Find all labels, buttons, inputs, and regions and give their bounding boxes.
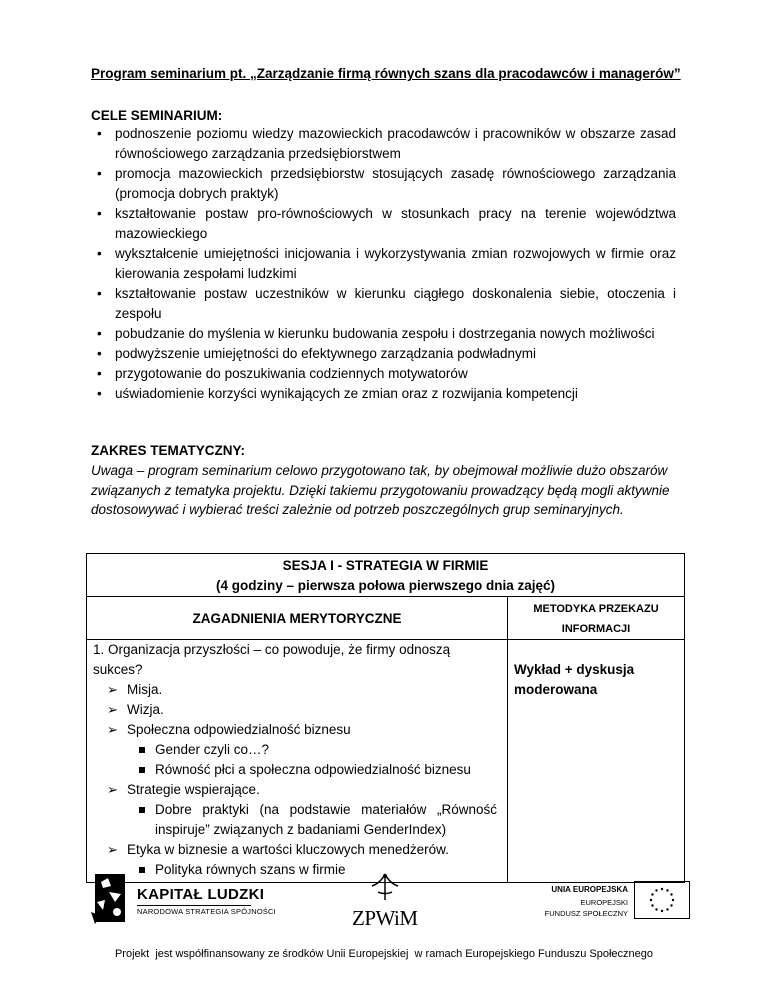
kapital-ludzki-divider: [137, 905, 251, 906]
document-title: Program seminarium pt. „Zarządzanie firmą równych szans dla pracodawców i managerów”: [91, 66, 681, 81]
topic-subitem: Równość płci a społeczna odpowiedzialność biznesu: [93, 760, 501, 780]
topics-cell: [87, 640, 508, 883]
goal-item: • pobudzanie do myślenia w kierunku budowania zespołu i dostrzegania nowych możliwości: [91, 324, 676, 344]
goal-item: • podnoszenie poziomu wiedzy mazowieckich pracodawców i pracowników w obszarze zasad równościowego zarządzania przedsiębiorstwem: [91, 124, 676, 164]
scope-note: Uwaga – program seminarium celowo przygotowano tak, by obejmował możliwie dużo obszarów związanych z tematyka projektu. Dzięki takiemu przygotowaniu prowadzący będą mogli aktywnie dostosowywać i wybierać treści zależnie od potrzeb poszczególnych grup seminaryjnych.: [91, 463, 670, 517]
eu-logo: [540, 881, 690, 931]
eu-line3: FUNDUSZ SPOŁECZNY: [544, 909, 628, 918]
kapital-ludzki-logo: [91, 872, 276, 927]
topic-subitem: Gender czyli co…?: [93, 740, 501, 760]
topic-item: ➢ Wizja.: [93, 700, 501, 720]
goal-item: • promocja mazowieckich przedsiębiorstw stosujących zasadę równościowego zarządzania (promocja dobrych praktyk): [91, 164, 676, 204]
goal-item: • uświadomienie korzyści wynikających ze zmian oraz z rozwijania kompetencji: [91, 384, 676, 404]
zpwim-emblem-icon: [352, 870, 418, 906]
topic-item: ➢ Społeczna odpowiedzialność biznesu: [93, 720, 501, 740]
zpwim-text: ZPWiM: [352, 906, 418, 930]
topic-subitem: Polityka równych szans w firmie: [93, 860, 501, 880]
session-subtitle: (4 godziny – pierwsza połowa pierwszego dnia zajęć): [215, 578, 556, 593]
goal-item: • wykształcenie umiejętności inicjowania i wykorzystywania zmian rozwojowych w firmie oraz kierowania zespołami ludzkimi: [91, 244, 676, 284]
topic-item: ➢ Etyka w biznesie a wartości kluczowych menedżerów.: [93, 840, 501, 860]
column-header-method: [508, 597, 685, 640]
kapital-ludzki-title: KAPITAŁ LUDZKI: [137, 886, 265, 903]
method-line2: moderowana: [514, 682, 598, 697]
method-cell: [508, 640, 685, 883]
session-table: [86, 553, 685, 883]
scope-heading: ZAKRES TEMATYCZNY:: [91, 443, 245, 458]
goals-heading: CELE SEMINARIUM:: [91, 108, 223, 123]
topic-heading: 1. Organizacja przyszłości – co powoduje, że firmy odnoszą sukces?: [93, 642, 451, 677]
goal-item: • podwyższenie umiejętności do efektywnego zarządzania podwładnymi: [91, 344, 676, 364]
session-title: SESJA I - STRATEGIA W FIRMIE: [282, 558, 489, 573]
method-line1: Wykład + dyskusja: [514, 662, 635, 677]
session-header: [87, 554, 685, 597]
eu-flag-icon: [634, 881, 690, 919]
column-header-method-line2: INFORMACJI: [561, 623, 631, 635]
goal-item: • przygotowanie do poszukiwania codziennych motywatorów: [91, 364, 676, 384]
goals-list: [91, 124, 676, 404]
goal-item: • kształtowanie postaw uczestników w kierunku ciągłego doskonalenia siebie, otoczenia i zespołu: [91, 284, 676, 324]
kapital-ludzki-emblem-icon: [91, 872, 133, 927]
column-header-method-line1: METODYKA PRZEKAZU: [533, 603, 659, 615]
eu-line2: EUROPEJSKI: [580, 898, 628, 907]
topic-item: ➢ Misja.: [93, 680, 501, 700]
zpwim-logo: [352, 870, 418, 932]
topic-subitem: Dobre praktyki (na podstawie materiałów „Równość inspiruje” związanych z badaniami GenderIndex): [93, 800, 501, 840]
eu-title: UNIA EUROPEJSKA: [551, 885, 628, 894]
topic-item: ➢ Strategie wspierające.: [93, 780, 501, 800]
kapital-ludzki-subtitle: NARODOWA STRATEGIA SPÓJNOŚCI: [137, 907, 276, 916]
column-header-topics: ZAGADNIENIA MERYTORYCZNE: [87, 597, 508, 640]
footer-note: Projekt jest współfinansowany ze środków Unii Europejskiej w ramach Europejskiego Funduszu Społecznego: [114, 948, 654, 960]
goal-item: • kształtowanie postaw pro-równościowych w stosunkach pracy na terenie województwa mazowieckiego: [91, 204, 676, 244]
